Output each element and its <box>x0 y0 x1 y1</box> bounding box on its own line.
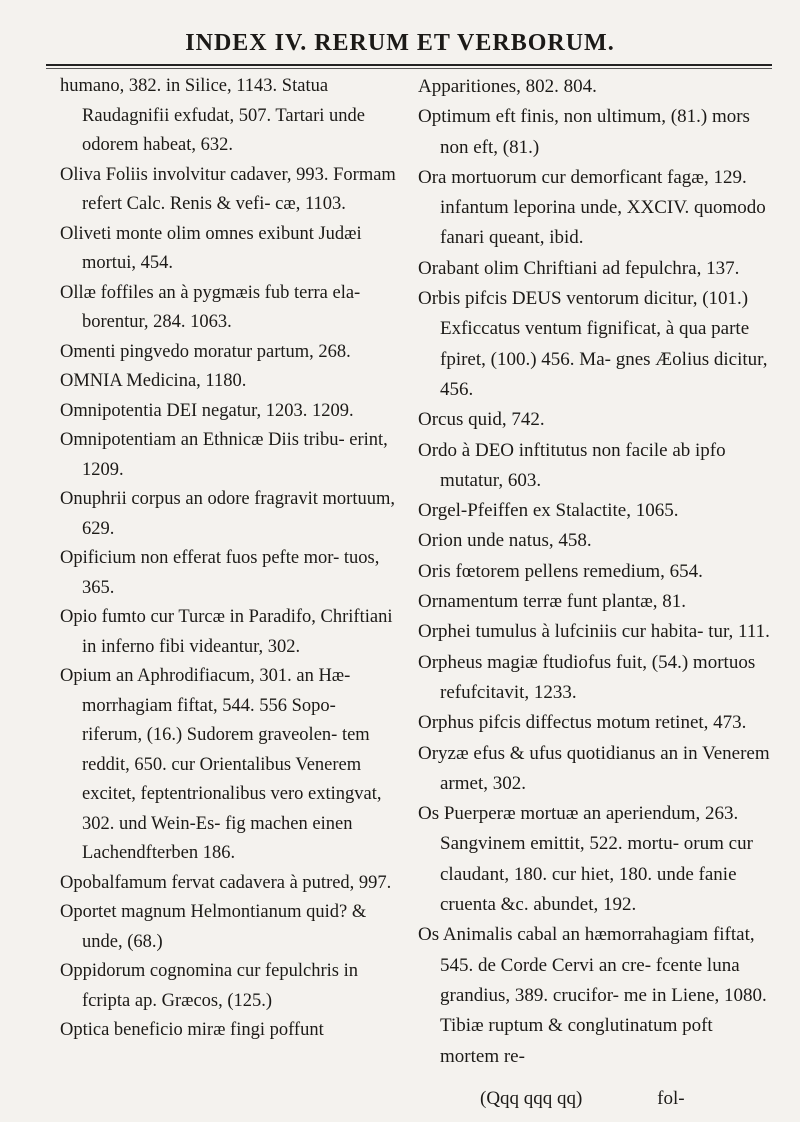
index-entry: humano, 382. in Silice, 1143. Statua Raudagnifii exfudat, 507. Tartari unde odorem habeat, 632. <box>60 76 365 155</box>
index-entry: Os Animalis cabal an hæmorrahagiam fiftat, 545. de Corde Cervi an cre- fcente luna grandius, 389. crucifor- me in Liene, 1080. Tibiæ ruptum & conglutinatum poft mortem re- <box>418 924 767 1067</box>
header-rule <box>46 64 772 66</box>
index-entry: Orion unde natus, 458. <box>418 530 592 552</box>
index-entry: Orgel-Pfeiffen ex Stalactite, 1065. <box>418 500 679 522</box>
index-entry: Onuphrii corpus an odore fragravit mortuum, 629. <box>60 489 395 539</box>
page-header: INDEX IV. RERUM ET VERBORUM. <box>185 30 615 56</box>
page-footer <box>480 1088 685 1110</box>
left-column <box>60 72 400 1046</box>
index-entry: Opobalfamum fervat cadavera à putred, 997. <box>60 872 392 893</box>
index-entry: Omnipotentia DEI negatur, 1203. 1209. <box>60 400 354 421</box>
catchword: fol- <box>657 1088 685 1109</box>
index-entry: Optica beneficio miræ fingi poffunt <box>60 1020 324 1040</box>
right-column <box>418 72 770 1072</box>
index-entry: Oryzæ efus & ufus quotidianus an in Venerem armet, 302. <box>418 742 770 794</box>
index-entry: Orbis pifcis DEUS ventorum dicitur, (101.) Exficcatus ventum fignificat, à qua parte fpiret, (100.) 456. Ma- gnes Æolius dicitur, 456. <box>418 288 768 400</box>
index-entry: Ora mortuorum cur demorficant fagæ, 129. infantum leporina unde, XXCIV. quomodo fanari queant, ibid. <box>418 166 766 249</box>
index-entry: Ordo à DEO inftitutus non facile ab ipfo mutatur, 603. <box>418 439 726 491</box>
index-entry: Ollæ foffiles an à pygmæis fub terra ela- borentur, 284. 1063. <box>60 282 361 332</box>
index-entry: Omenti pingvedo moratur partum, 268. <box>60 341 351 362</box>
index-entry: Orcus quid, 742. <box>418 409 545 431</box>
index-entry: Opium an Aphrodifiacum, 301. an Hæ- morrhagiam fiftat, 544. 556 Sopo- riferum, (16.) Sudorem graveolen- tem reddit, 650. cur Orientalibus Venerem excitet, feptentrionalibus vero extingvat, 302. und Wein-Es- fig machen einen Lachendfterben 186. <box>60 666 382 863</box>
signature-mark: (Qqq qqq qq) <box>480 1088 583 1109</box>
index-entry: Ornamentum terræ funt plantæ, 81. <box>418 591 687 613</box>
index-entry: Oportet magnum Helmontianum quid? & unde, (68.) <box>60 902 367 952</box>
index-entry: Orphei tumulus à lufciniis cur habita- tur, 111. <box>418 621 770 643</box>
index-entry: Os Puerperæ mortuæ an aperiendum, 263. Sangvinem emittit, 522. mortu- orum cur claudant, 180. cur hiet, 180. unde fanie cruenta &c. abundet, 192. <box>418 803 753 916</box>
index-entry: Oppidorum cognomina cur fepulchris in fcripta ap. Græcos, (125.) <box>60 961 358 1011</box>
index-entry: Orabant olim Chriftiani ad fepulchra, 137. <box>418 257 740 279</box>
header-rule-thin <box>46 68 772 69</box>
index-entry: Optimum eft finis, non ultimum, (81.) mors non eft, (81.) <box>418 106 750 158</box>
index-entry: Opio fumto cur Turcæ in Paradifo, Chriftiani in inferno fibi videantur, 302. <box>60 607 393 657</box>
index-entry: Opificium non efferat fuos pefte mor- tuos, 365. <box>60 548 380 598</box>
index-entry: Oris fœtorem pellens remedium, 654. <box>418 560 703 582</box>
index-entry: Oliva Foliis involvitur cadaver, 993. Formam refert Calc. Renis & vefi- cæ, 1103. <box>60 164 396 214</box>
index-entry: Omnipotentiam an Ethnicæ Diis tribu- erint, 1209. <box>60 430 388 480</box>
index-entry: Orphus pifcis diffectus motum retinet, 473. <box>418 712 747 734</box>
index-entry: Orpheus magiæ ftudiofus fuit, (54.) mortuos refufcitavit, 1233. <box>418 651 756 703</box>
index-entry: Apparitiones, 802. 804. <box>418 76 597 97</box>
index-entry: Oliveti monte olim omnes exibunt Judæi mortui, 454. <box>60 223 362 273</box>
index-entry: OMNIA Medicina, 1180. <box>60 371 247 391</box>
